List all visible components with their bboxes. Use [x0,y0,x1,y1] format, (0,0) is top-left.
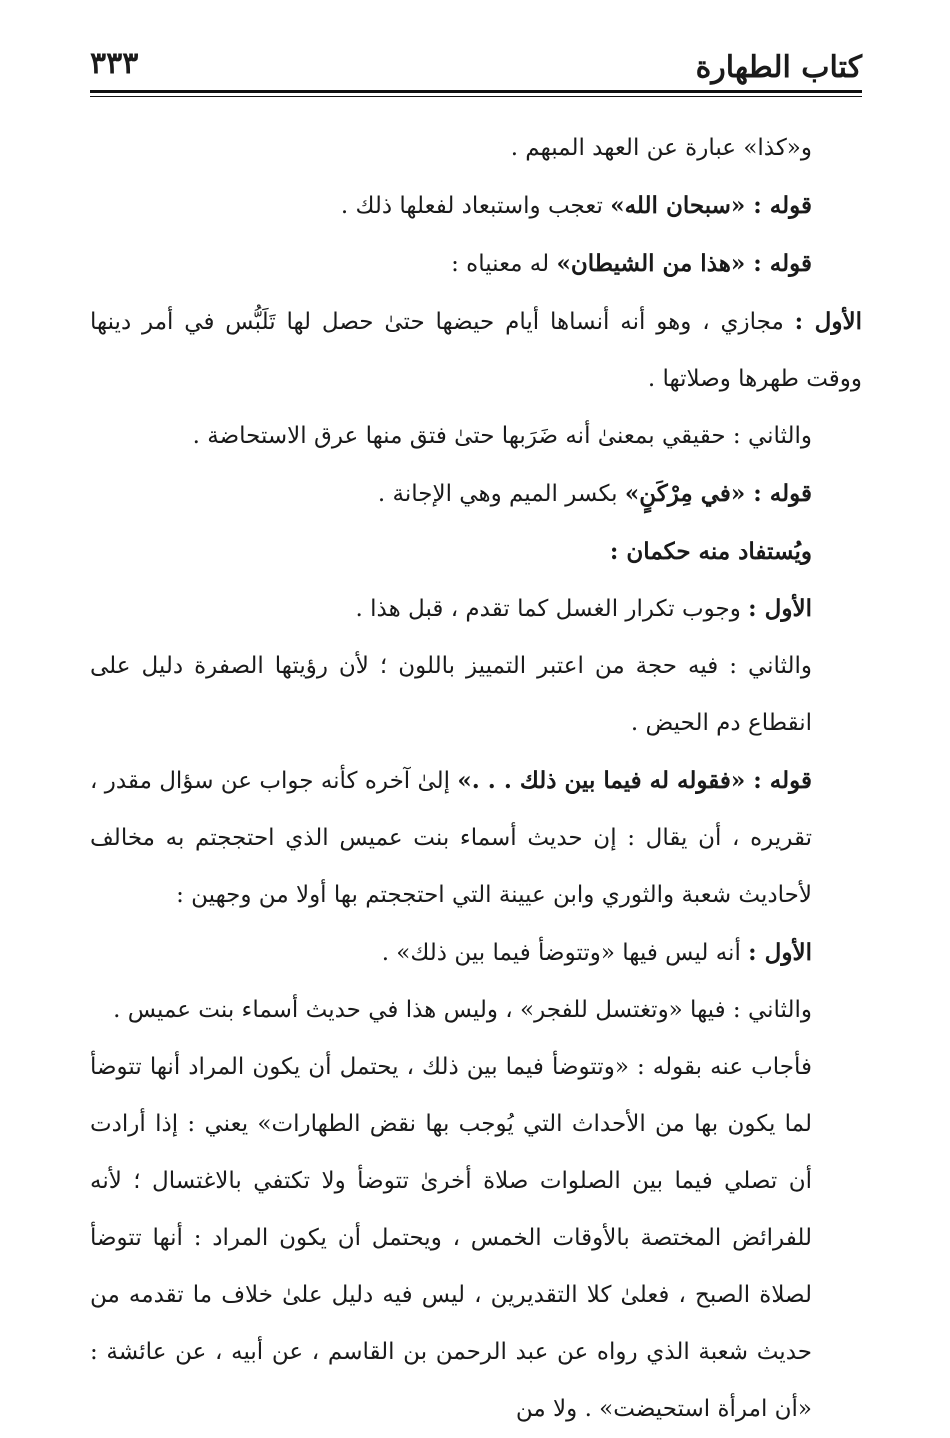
paragraph-text: تعجب واستبعاد لفعلها ذلك . [340,193,611,219]
header-rule-thick [90,90,862,93]
paragraph [90,235,862,293]
paragraph-label: الأول : [748,939,812,966]
paragraph [90,580,862,638]
paragraph-label: قوله : «في مِرْكَنٍ» [624,480,812,507]
paragraph [90,638,862,752]
paragraph-text: والثاني : حقيقي بمعنىٰ أنه ضَرَبها حتىٰ فتق منها عرق الاستحاضة . [192,423,812,449]
paragraph-label: الأول : [794,308,863,335]
paragraph [90,924,862,982]
paragraph-text: وجوب تكرار الغسل كما تقدم ، قبل هذا . [355,596,749,622]
paragraph [90,177,862,235]
paragraph-text: له معنياه : [451,251,557,277]
paragraph-text: والثاني : فيها «وتغتسل للفجر» ، وليس هذا في حديث أسماء بنت عميس . [113,997,812,1023]
paragraph [90,408,862,465]
paragraph-text: بكسر الميم وهي الإجانة . [377,481,625,507]
paragraph-text: إلىٰ آخره كأنه جواب عن سؤال مقدر ، تقريره ، أن يقال : إن حديث أسماء بنت عميس الذي احتججتم به مخالف لأحاديث شعبة والثوري وابن عيينة التي احتججتم بها أولا من وجهين : [90,768,812,908]
paragraph-text: أنه ليس فيها «وتتوضأ فيما بين ذلك» . [381,940,749,966]
header-rule-thin [90,96,862,97]
paragraph [90,752,862,924]
paragraph-label: قوله : «فقوله له فيما بين ذلك . . .» [457,767,812,794]
paragraph [90,465,862,523]
paragraph [90,293,862,408]
paragraph-text: مجازي ، وهو أنه أنساها أيام حيضها حتىٰ حصل لها تَلَبُّس في أمر دينها ووقت طهرها وصلاتها . [90,309,862,392]
paragraph-label: الأول : [748,595,812,622]
paragraph-text: فأجاب عنه بقوله : «وتتوضأ فيما بين ذلك ، يحتمل أن يكون المراد أنها تتوضأ لما يكون بها من الأحداث التي يُوجب بها نقض الطهارات» يعني : إذا أرادت أن تصلي فيما بين الصلوات صلاة أخرىٰ تتوضأ ولا تكتفي بالاغتسال ؛ لأنه للفرائض المختصة بالأوقات الخمس ، ويحتمل أن يكون المراد : أنها تتوضأ لصلاة الصبح ، فعلىٰ كلا التقديرين ، ليس فيه دليل علىٰ خلاف ما تقدمه من حديث شعبة الذي رواه عن عبد الرحمن بن القاسم ، عن أبيه ، عن عائشة : «أن امرأة استحيضت» . ولا من [90,1054,813,1422]
paragraph-text: و«كذا» عبارة عن العهد المبهم . [510,135,812,161]
section-heading: ويُستفاد منه حكمان : [609,538,812,565]
book-title: كتاب الطهارة [695,50,862,85]
page-body [90,120,862,1438]
page-header [90,42,862,92]
paragraph-text: والثاني : فيه حجة من اعتبر التمييز باللون ؛ لأن رؤيتها الصفرة دليل على انقطاع دم الحيض . [90,653,812,736]
paragraph-label: قوله : «سبحان الله» [610,192,812,219]
paragraph [90,982,862,1039]
paragraph [90,120,862,177]
page-number: ٣٣٣ [90,46,139,81]
paragraph [90,1039,862,1438]
paragraph-label: قوله : «هذا من الشيطان» [556,250,812,277]
